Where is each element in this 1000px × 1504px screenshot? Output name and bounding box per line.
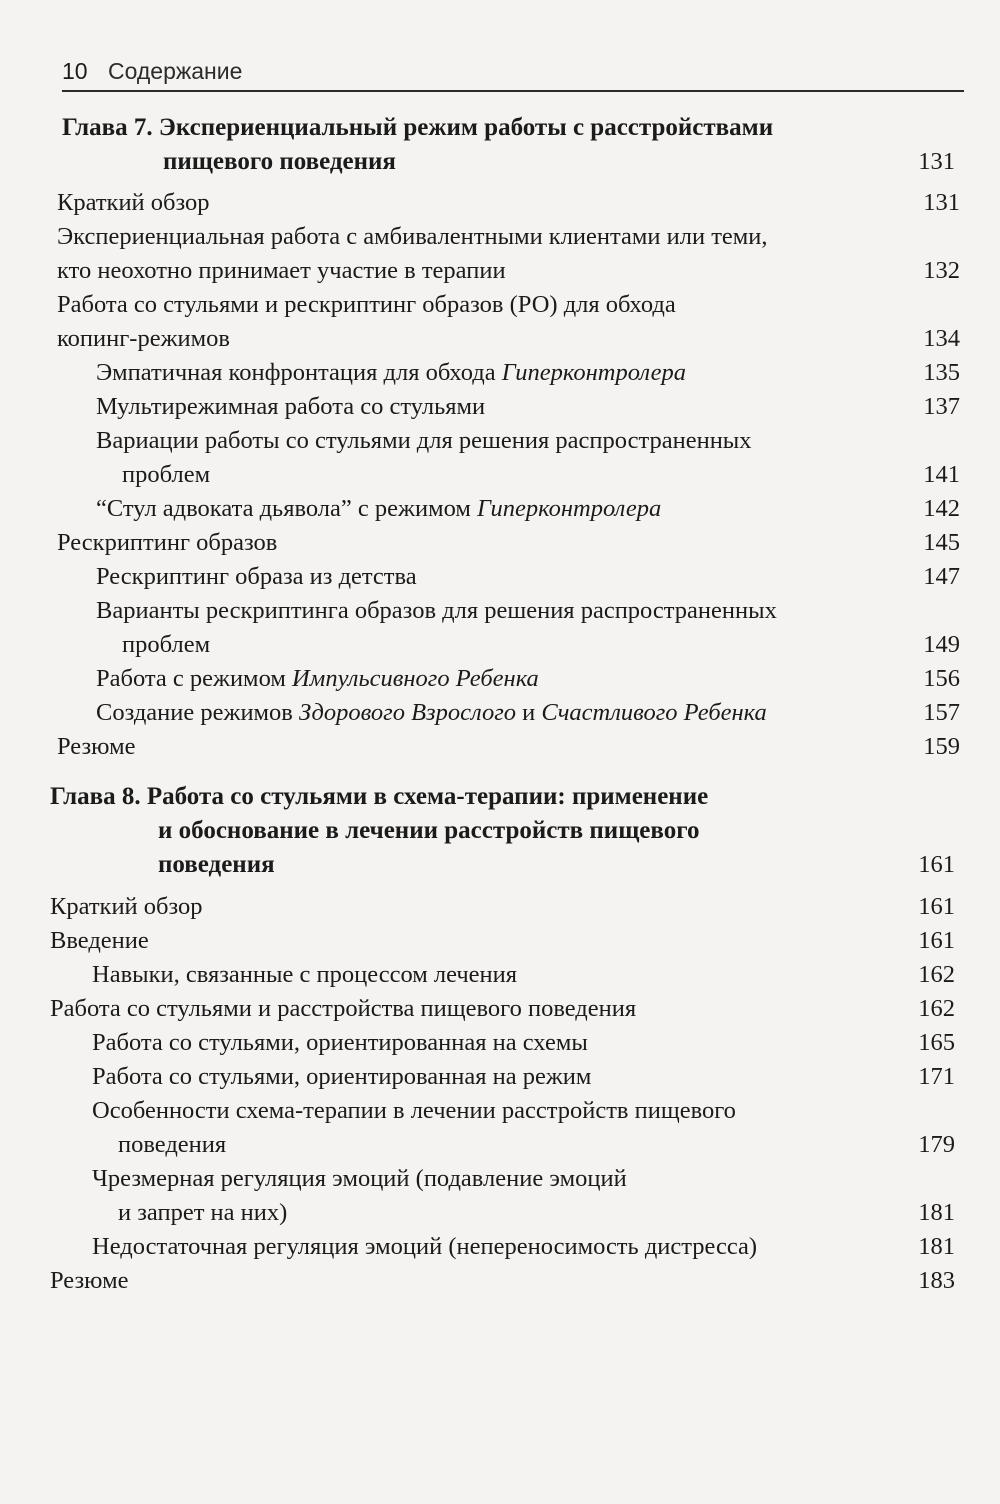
toc-entry-text: Резюме [50,1267,129,1294]
toc-entry-text: Введение [50,927,149,954]
toc-entry-page: 159 [923,733,960,760]
toc-entry-text: Эмпатичная конфронтация для обхода Гиперконтролера [96,359,687,386]
toc-entry-text: Варианты рескриптинга образов для решения распространенных [96,597,777,624]
chapter8-title-line3: поведения [158,851,275,878]
toc-entry-page: 135 [923,359,960,386]
toc-entry-page: 141 [923,461,960,488]
toc-entry-text: Недостаточная регуляция эмоций (непереносимость дистресса) [92,1233,758,1260]
toc-entry-text: Мультирежимная работа со стульями [96,393,486,420]
toc-entry-text: Создание режимов Здорового Взрослого и Счастливого Ребенка [96,699,767,726]
toc-entry-text: Работа со стульями и расстройства пищевого поведения [50,995,637,1022]
chapter7-title-line1: Глава 7. Экспериенциальный режим работы с расстройствами [62,114,774,141]
toc-entry-page: 156 [923,665,960,692]
toc-entry-page: 162 [918,995,955,1022]
toc-entry-page: 161 [918,893,955,920]
toc-entry-text: Краткий обзор [50,893,203,920]
toc-entry-page: 179 [918,1131,955,1158]
toc-entry-page: 162 [918,961,955,988]
chapter8-title-line1: Глава 8. Работа со стульями в схема-терапии: применение [50,783,709,810]
toc-entry-text: Чрезмерная регуляция эмоций (подавление эмоций [92,1165,627,1192]
toc-entry-text: Особенности схема-терапии в лечении расстройств пищевого [92,1097,736,1124]
toc-entry-text: Рескриптинг образов [57,529,278,556]
toc-entry-page: 145 [923,529,960,556]
toc-entry-text-cont: проблем [122,461,211,488]
toc-entry-text: Работа со стульями, ориентированная на схемы [92,1029,588,1056]
toc-entry-text: Экспериенциальная работа с амбивалентными клиентами или теми, [57,223,768,250]
header-page-number: 10 [62,58,88,84]
toc-entry-page: 183 [918,1267,955,1294]
header-title: Содержание [107,58,243,84]
toc-entry-page: 132 [923,257,960,284]
toc-entry-text: Рескриптинг образа из детства [96,563,417,590]
toc-entry-text-cont: проблем [122,631,211,658]
toc-entry-page: 171 [918,1063,955,1090]
toc-entry-page: 181 [918,1199,955,1226]
chapter8-page: 161 [918,851,955,878]
toc-entry-page: 157 [923,699,960,726]
toc-entry-page: 149 [923,631,960,658]
toc-entry-text: Резюме [57,733,136,760]
toc-entry-text: Краткий обзор [57,189,210,216]
chapter7-page: 131 [918,148,955,175]
toc-entry-page: 147 [923,563,960,590]
toc-entry-text: Работа с режимом Импульсивного Ребенка [96,665,539,692]
toc-entry-page: 131 [923,189,960,216]
toc-entry-page: 134 [923,325,960,352]
toc-entry-page: 142 [923,495,960,522]
chapter7-title-line2: пищевого поведения [163,148,396,175]
toc-entry-page: 181 [918,1233,955,1260]
toc-entry-text-cont: поведения [118,1131,227,1158]
toc-entry-page: 137 [923,393,960,420]
toc-entry-page: 165 [918,1029,955,1056]
toc-entry-text-cont: кто неохотно принимает участие в терапии [57,257,506,284]
toc-entry-text: Работа со стульями, ориентированная на режим [92,1063,592,1090]
toc-entry-text: Навыки, связанные с процессом лечения [92,961,518,988]
toc-entry-text: Вариации работы со стульями для решения распространенных [96,427,752,454]
toc-entry-text: Работа со стульями и рескриптинг образов (РО) для обхода [57,291,676,318]
toc-entry-text-cont: и запрет на них) [118,1199,288,1226]
chapter8-title-line2: и обоснование в лечении расстройств пищевого [158,817,700,844]
toc-entry-text-cont: копинг-режимов [57,325,230,352]
toc-entry-text: “Стул адвоката дьявола” с режимом Гиперконтролера [96,495,662,522]
running-header [62,56,964,92]
toc-entry-page: 161 [918,927,955,954]
